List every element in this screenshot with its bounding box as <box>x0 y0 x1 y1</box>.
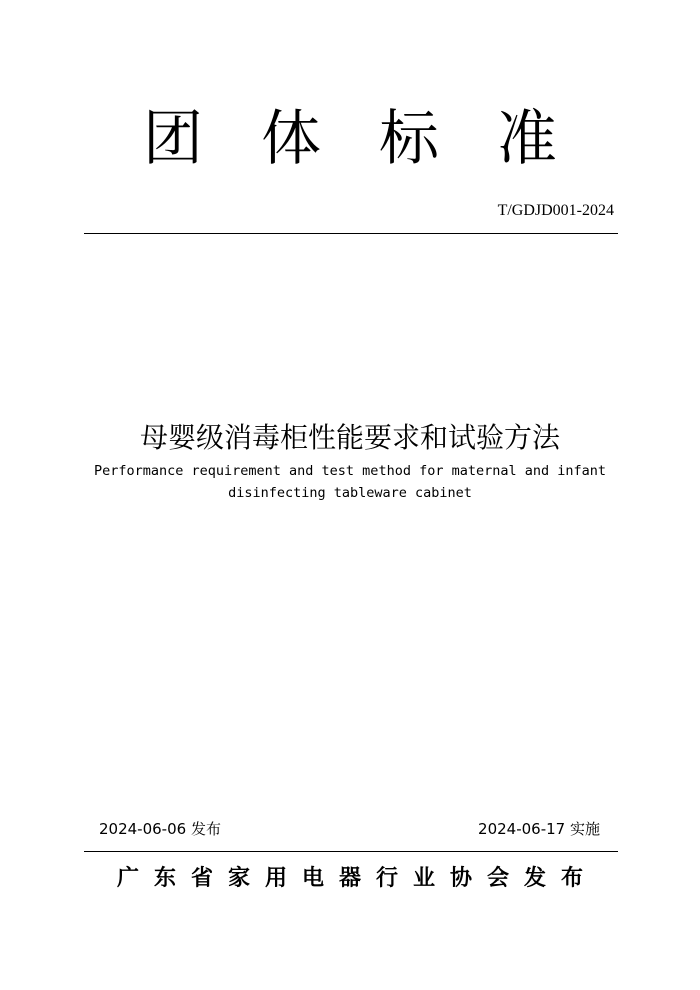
footer-divider <box>84 851 618 852</box>
publisher-name: 广东省家用电器行业协会发布 <box>116 866 598 891</box>
document-title-chinese: 母婴级消毒柜性能要求和试验方法 <box>139 421 560 454</box>
header-divider <box>84 233 618 234</box>
document-title-english-line-1: Performance requirement and test method for maternal and infant <box>93 463 607 479</box>
standard-number: T/GDJD001-2024 <box>497 202 614 219</box>
effective-date: 2024-06-17 实施 <box>478 820 600 838</box>
document-type-heading: 团体标准 <box>143 104 615 174</box>
document-title-english-line-2: disinfecting tableware cabinet <box>228 485 472 501</box>
issue-date: 2024-06-06 发布 <box>99 820 221 838</box>
